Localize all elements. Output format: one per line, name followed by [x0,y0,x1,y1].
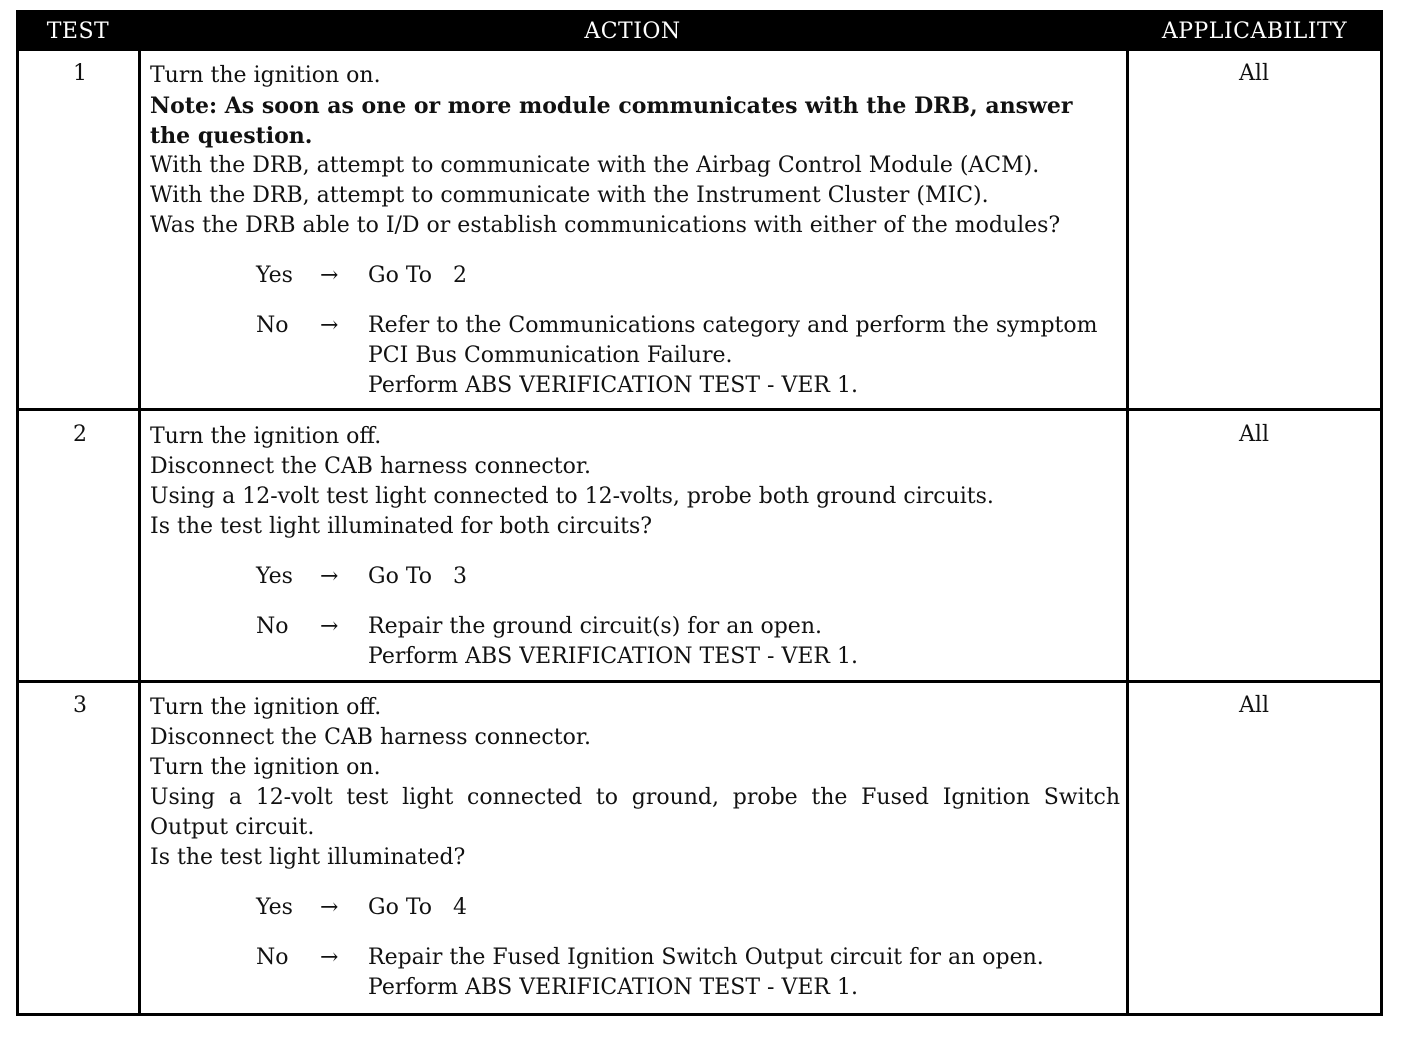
yes-result: Go To 2 [368,263,467,288]
no-result-line: Perform ABS VERIFICATION TEST - VER 1. [368,644,858,669]
note-line: the question. [150,123,313,149]
arrow-icon: → [320,263,339,288]
no-label: No [256,313,289,338]
arrow-icon: → [320,564,339,589]
action-line: Using a 12-volt test light connected to ground, probe the Fused Ignition Switch [150,785,1120,810]
yes-label: Yes [256,263,293,288]
applicability-value: All [1239,61,1269,86]
no-option [150,311,1120,401]
no-label: No [256,614,289,639]
yes-result: Go To 4 [368,895,467,920]
no-option [150,943,1120,1003]
header-test: TEST [46,19,110,44]
action-line: Disconnect the CAB harness connector. [150,725,591,750]
row-divider [19,408,1380,411]
question-line: Is the test light illuminated for both circuits? [150,514,653,539]
no-result-line: Refer to the Communications category and perform the symptom [368,313,1098,338]
question-line: Is the test light illuminated? [150,845,466,870]
applicability-value: All [1239,422,1269,447]
action-line: Turn the ignition on. [150,63,381,88]
row-divider [19,680,1380,683]
yes-option [150,261,1120,291]
arrow-icon: → [320,895,339,920]
yes-label: Yes [256,564,293,589]
column-divider-action [1126,51,1129,1013]
no-result-line: Repair the ground circuit(s) for an open. [368,614,822,639]
no-result [368,612,1120,672]
action-cell [150,693,1120,1003]
no-result-line: Perform ABS VERIFICATION TEST - VER 1. [368,975,858,1000]
action-line: With the DRB, attempt to communicate with the Instrument Cluster (MIC). [150,183,989,208]
no-result-line: Repair the Fused Ignition Switch Output circuit for an open. [368,945,1044,970]
action-line: Turn the ignition on. [150,755,381,780]
action-line: Turn the ignition off. [150,695,382,720]
action-line: Disconnect the CAB harness connector. [150,454,591,479]
no-label: No [256,945,289,970]
action-line: Using a 12-volt test light connected to 12-volts, probe both ground circuits. [150,484,994,509]
yes-label: Yes [256,895,293,920]
column-divider-test [138,51,141,1013]
action-line: Output circuit. [150,815,315,840]
action-line: Turn the ignition off. [150,424,382,449]
no-result-line: PCI Bus Communication Failure. [368,343,733,368]
note-line: Note: As soon as one or more module communicates with the DRB, answer [150,93,1073,119]
arrow-icon: → [320,614,339,639]
yes-result: Go To 3 [368,564,467,589]
no-option [150,612,1120,672]
arrow-icon: → [320,945,339,970]
question-line: Was the DRB able to I/D or establish communications with either of the modules? [150,213,1061,238]
header-applicability: APPLICABILITY [1161,19,1348,44]
test-number: 2 [73,422,87,447]
test-number: 3 [73,693,87,718]
yes-option [150,893,1120,923]
yes-option [150,562,1120,592]
arrow-icon: → [320,313,339,338]
diagnostic-table [16,10,1383,1016]
header-action: ACTION [584,19,681,44]
action-cell [150,422,1120,672]
test-number: 1 [73,61,87,86]
table-header [19,13,1380,51]
action-cell [150,61,1120,401]
action-line: With the DRB, attempt to communicate with the Airbag Control Module (ACM). [150,153,1040,178]
applicability-value: All [1239,693,1269,718]
no-result [368,943,1120,1003]
no-result [368,311,1120,401]
no-result-line: Perform ABS VERIFICATION TEST - VER 1. [368,373,858,398]
